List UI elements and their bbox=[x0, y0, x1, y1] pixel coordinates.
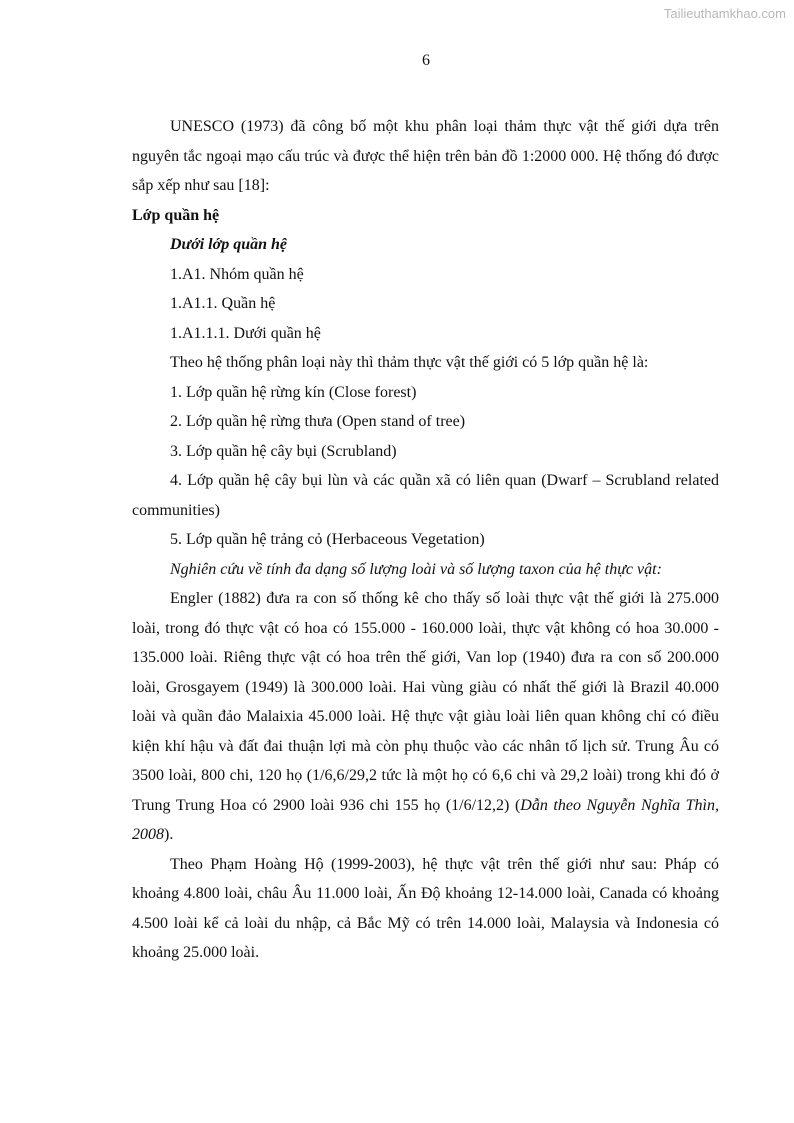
citation-close: ). bbox=[164, 826, 174, 843]
class-list-item: 1. Lớp quần hệ rừng kín (Close forest) bbox=[170, 383, 417, 401]
heading-class: Lớp quần hệ bbox=[132, 206, 220, 224]
paragraph-engler bbox=[132, 584, 719, 850]
class-list-item: 3. Lớp quần hệ cây bụi (Scrubland) bbox=[170, 442, 397, 460]
citation: Dẫn theo Nguyễn Nghĩa Thìn, 2008 bbox=[132, 796, 719, 843]
page-number: 6 bbox=[422, 52, 430, 69]
citation-open: ( bbox=[514, 796, 521, 814]
document-body bbox=[132, 112, 719, 968]
section-heading-italic: Nghiên cứu về tính đa dạng số lượng loài và số lượng taxon của hệ thực vật: bbox=[170, 560, 662, 578]
heading-subclass: Dưới lớp quần hệ bbox=[170, 236, 287, 253]
hierarchy-item: 1.A1.1.1. Dưới quần hệ bbox=[170, 324, 321, 342]
paragraph-engler-text: Engler (1882) đưa ra con số thống kê cho thấy số loài thực vật thế giới là 275.000 loài, trong đó thực vật có hoa có 155.000 - 160.000 loài, thực vật không có hoa 30.000 - 135.000 loài. Riêng thực vật có hoa trên thế giới, Van lop (1940) đưa ra con số 200.000 loài, Grosgayem (1949) là 300.000 loài. Hai vùng giàu có nhất thế giới là Brazil 40.000 loài và quần đảo Malaixia 45.000 loài. Hệ thực vật giàu loài liên quan không chỉ có điều kiện khí hậu và đất đai thuận lợi mà còn phụ thuộc vào các nhân tố lịch sử. Trung Âu có 3500 loài, 800 chi, 120 họ (1/6,6/29,2 tức là một họ có 6,6 chi và 29,2 loài) trong khi đó ở Trung Trung Hoa có 2900 loài 936 chi 155 họ (1/6/12,2) bbox=[132, 590, 719, 814]
hierarchy-item: 1.A1. Nhóm quần hệ bbox=[170, 265, 304, 283]
class-list-item: 4. Lớp quần hệ cây bụi lùn và các quần xã có liên quan (Dwarf – Scrubland related communities) bbox=[132, 472, 719, 519]
paragraph-intro-classes: Theo hệ thống phân loại này thì thảm thực vật thế giới có 5 lớp quần hệ là: bbox=[170, 354, 649, 371]
watermark: Tailieuthamkhao.com bbox=[663, 6, 786, 21]
paragraph-pham-hoang-ho: Theo Phạm Hoàng Hộ (1999-2003), hệ thực vật trên thế giới như sau: Pháp có khoảng 4.800 loài, châu Âu 11.000 loài, Ấn Độ khoảng 12-14.000 loài, Canada có khoảng 4.500 loài kể cả loài du nhập, cả Bắc Mỹ có trên 14.000 loài, Malaysia và Indonesia có khoảng 25.000 loài. bbox=[132, 855, 719, 961]
hierarchy-item: 1.A1.1. Quần hệ bbox=[170, 295, 276, 312]
class-list-item: 5. Lớp quần hệ trảng cỏ (Herbaceous Vegetation) bbox=[170, 531, 485, 548]
paragraph-unesco: UNESCO (1973) đã công bố một khu phân loại thảm thực vật thế giới dựa trên nguyên tắc ngoại mạo cấu trúc và được thể hiện trên bản đồ 1:2000 000. Hệ thống đó được sắp xếp như sau [18]: bbox=[132, 118, 719, 194]
class-list-item: 2. Lớp quần hệ rừng thưa (Open stand of tree) bbox=[170, 413, 466, 430]
